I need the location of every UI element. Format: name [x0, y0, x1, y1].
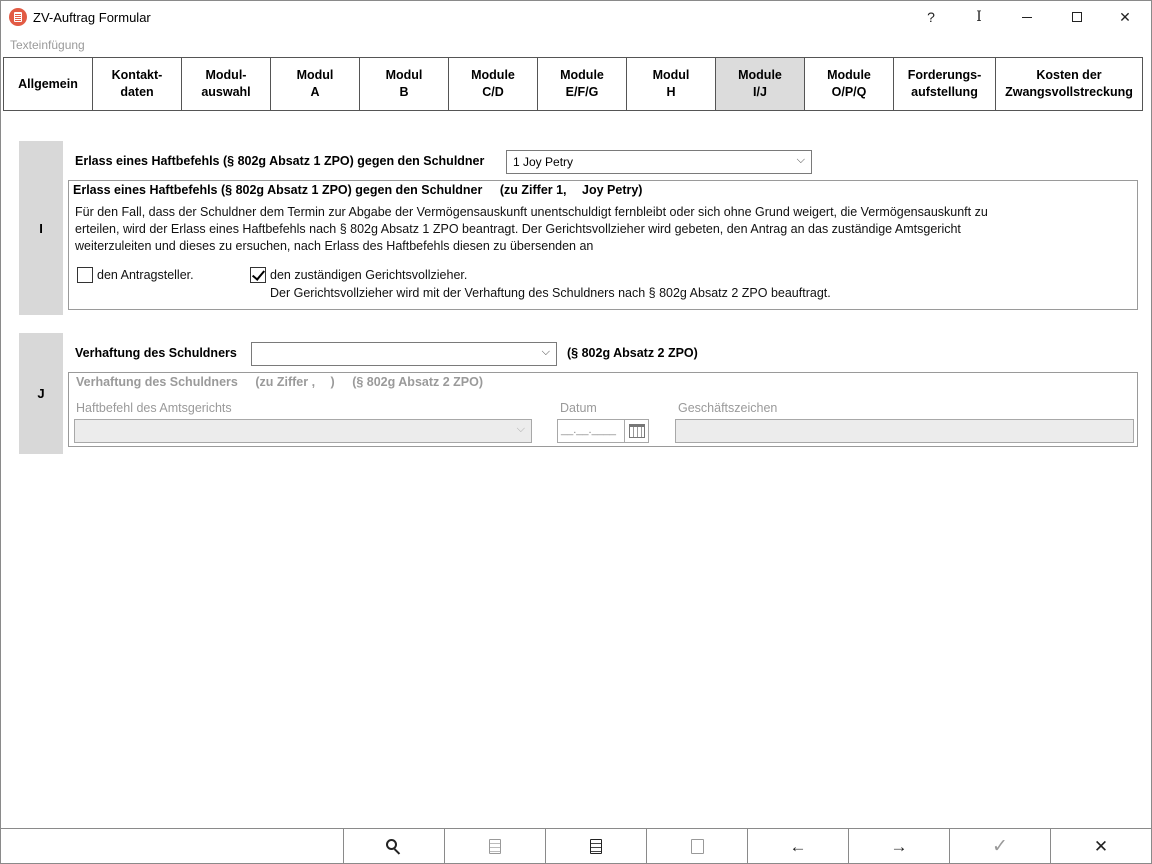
section-i-text-line-3: weiterzuleiten und dieses zu ersuchen, nach Erlass des Haftbefehls diesen zu übersenden an [75, 239, 594, 253]
confirm-button[interactable] [949, 829, 1050, 864]
cancel-button[interactable] [1050, 829, 1151, 864]
arrow-left-icon: ← [789, 836, 807, 856]
section-j-box-suffix: (§ 802g Absatz 2 ZPO) [352, 375, 484, 389]
date-label: Datum [560, 401, 597, 415]
section-i-box-name: Joy Petry) [582, 183, 643, 197]
antragsteller-label: den Antragsteller. [97, 268, 194, 282]
maximize-button[interactable] [1053, 1, 1101, 33]
minimize-button[interactable] [1003, 1, 1051, 33]
section-i-text-line-2: erteilen, wird der Erlass eines Haftbefehls nach § 802g Absatz 1 ZPO beantragt. Der Gerichtsvollzieher wird gebeten, den Antrag an das zuständige Amtsgericht [75, 222, 961, 236]
check-icon: ✓ [992, 836, 1008, 857]
tab-kontaktdaten[interactable]: Kontakt- daten [92, 57, 182, 111]
debtor-select-value: 1 Joy Petry [513, 155, 574, 169]
paste-icon [489, 839, 501, 854]
gerichtsvollzieher-checkbox[interactable] [250, 267, 266, 283]
maximize-icon [1072, 12, 1082, 22]
section-j-box [68, 372, 1138, 447]
bottom-toolbar [1, 828, 1151, 864]
title-bar [1, 1, 1151, 33]
form-app-icon [9, 8, 27, 26]
tab-bar [3, 57, 1143, 111]
close-icon: ✕ [1093, 836, 1109, 856]
document-button[interactable] [545, 829, 646, 864]
arrow-right-icon: → [890, 836, 908, 856]
window-title: ZV-Auftrag Formular [33, 10, 151, 25]
section-j-box-title [76, 375, 483, 389]
tab-modul-a[interactable]: Modul A [270, 57, 360, 111]
search-icon [386, 839, 402, 855]
section-j-box-ref: (zu Ziffer , [255, 375, 316, 389]
minimize-icon [1022, 17, 1032, 18]
forward-button[interactable] [848, 829, 949, 864]
tab-modul-h[interactable]: Modul H [626, 57, 716, 111]
chevron-down-icon: ⌵ [796, 154, 805, 166]
tab-kosten-zwangsvollstreckung[interactable]: Kosten der Zwangsvollstreckung [995, 57, 1143, 111]
tab-module-ij[interactable]: Module I/J [715, 57, 805, 111]
gerichtsvollzieher-note: Der Gerichtsvollzieher wird mit der Verhaftung des Schuldners nach § 802g Absatz 2 ZPO beauftragt. [270, 286, 831, 300]
tab-module-opq[interactable]: Module O/P/Q [804, 57, 894, 111]
warrant-court-select[interactable] [74, 419, 532, 443]
export-button[interactable] [646, 829, 747, 864]
tab-modulauswahl[interactable]: Modul- auswahl [181, 57, 271, 111]
arrest-select[interactable] [251, 342, 557, 366]
section-j-box-ref-close: ) [330, 375, 335, 389]
date-input[interactable] [557, 419, 649, 443]
section-j-heading-suffix: (§ 802g Absatz 2 ZPO) [567, 346, 698, 360]
paste-button[interactable] [444, 829, 545, 864]
tab-module-cd[interactable]: Module C/D [448, 57, 538, 111]
tab-modul-b[interactable]: Modul B [359, 57, 449, 111]
text-insertion-menu[interactable]: Texteinfügung [10, 38, 85, 52]
document-icon [590, 839, 602, 854]
section-i-box [68, 180, 1138, 310]
tab-forderungsaufstellung[interactable]: Forderungs- aufstellung [893, 57, 996, 111]
gerichtsvollzieher-label: den zuständigen Gerichtsvollzieher. [270, 268, 468, 282]
bottom-spacer [1, 829, 343, 864]
tab-module-efg[interactable]: Module E/F/G [537, 57, 627, 111]
section-i-heading: Erlass eines Haftbefehls (§ 802g Absatz 1 ZPO) gegen den Schuldner [75, 154, 485, 168]
section-i-box-ref: (zu Ziffer 1, [499, 183, 567, 197]
export-icon [691, 839, 704, 854]
section-i-text-line-1: Für den Fall, dass der Schuldner dem Termin zur Abgabe der Vermögensauskunft unentschuldigt fernbleibt oder sich ohne Grund weigert, die Vermögensauskunft zu [75, 205, 988, 219]
section-i-box-title [73, 183, 642, 197]
section-j-box-title-text: Verhaftung des Schuldners [76, 375, 238, 389]
reference-input[interactable] [675, 419, 1134, 443]
date-placeholder: __.__.____ [561, 424, 617, 436]
section-i-box-title-text: Erlass eines Haftbefehls (§ 802g Absatz 1 ZPO) gegen den Schuldner [73, 183, 483, 197]
section-i-label: I [19, 141, 63, 315]
calendar-icon[interactable] [624, 420, 648, 442]
reference-label: Geschäftszeichen [678, 401, 778, 415]
tab-allgemein[interactable]: Allgemein [3, 57, 93, 111]
back-button[interactable] [747, 829, 848, 864]
close-window-button[interactable]: ✕ [1119, 8, 1131, 25]
search-button[interactable] [343, 829, 444, 864]
chevron-down-icon: ⌵ [516, 423, 525, 435]
antragsteller-checkbox[interactable] [77, 267, 93, 283]
section-j-heading: Verhaftung des Schuldners [75, 346, 237, 360]
debtor-select[interactable] [506, 150, 812, 174]
section-j-label: J [19, 333, 63, 454]
chevron-down-icon: ⌵ [541, 346, 550, 358]
help-button[interactable]: ? [927, 9, 935, 25]
warrant-court-label: Haftbefehl des Amtsgerichts [76, 401, 232, 415]
text-cursor-button[interactable]: I [976, 9, 982, 25]
